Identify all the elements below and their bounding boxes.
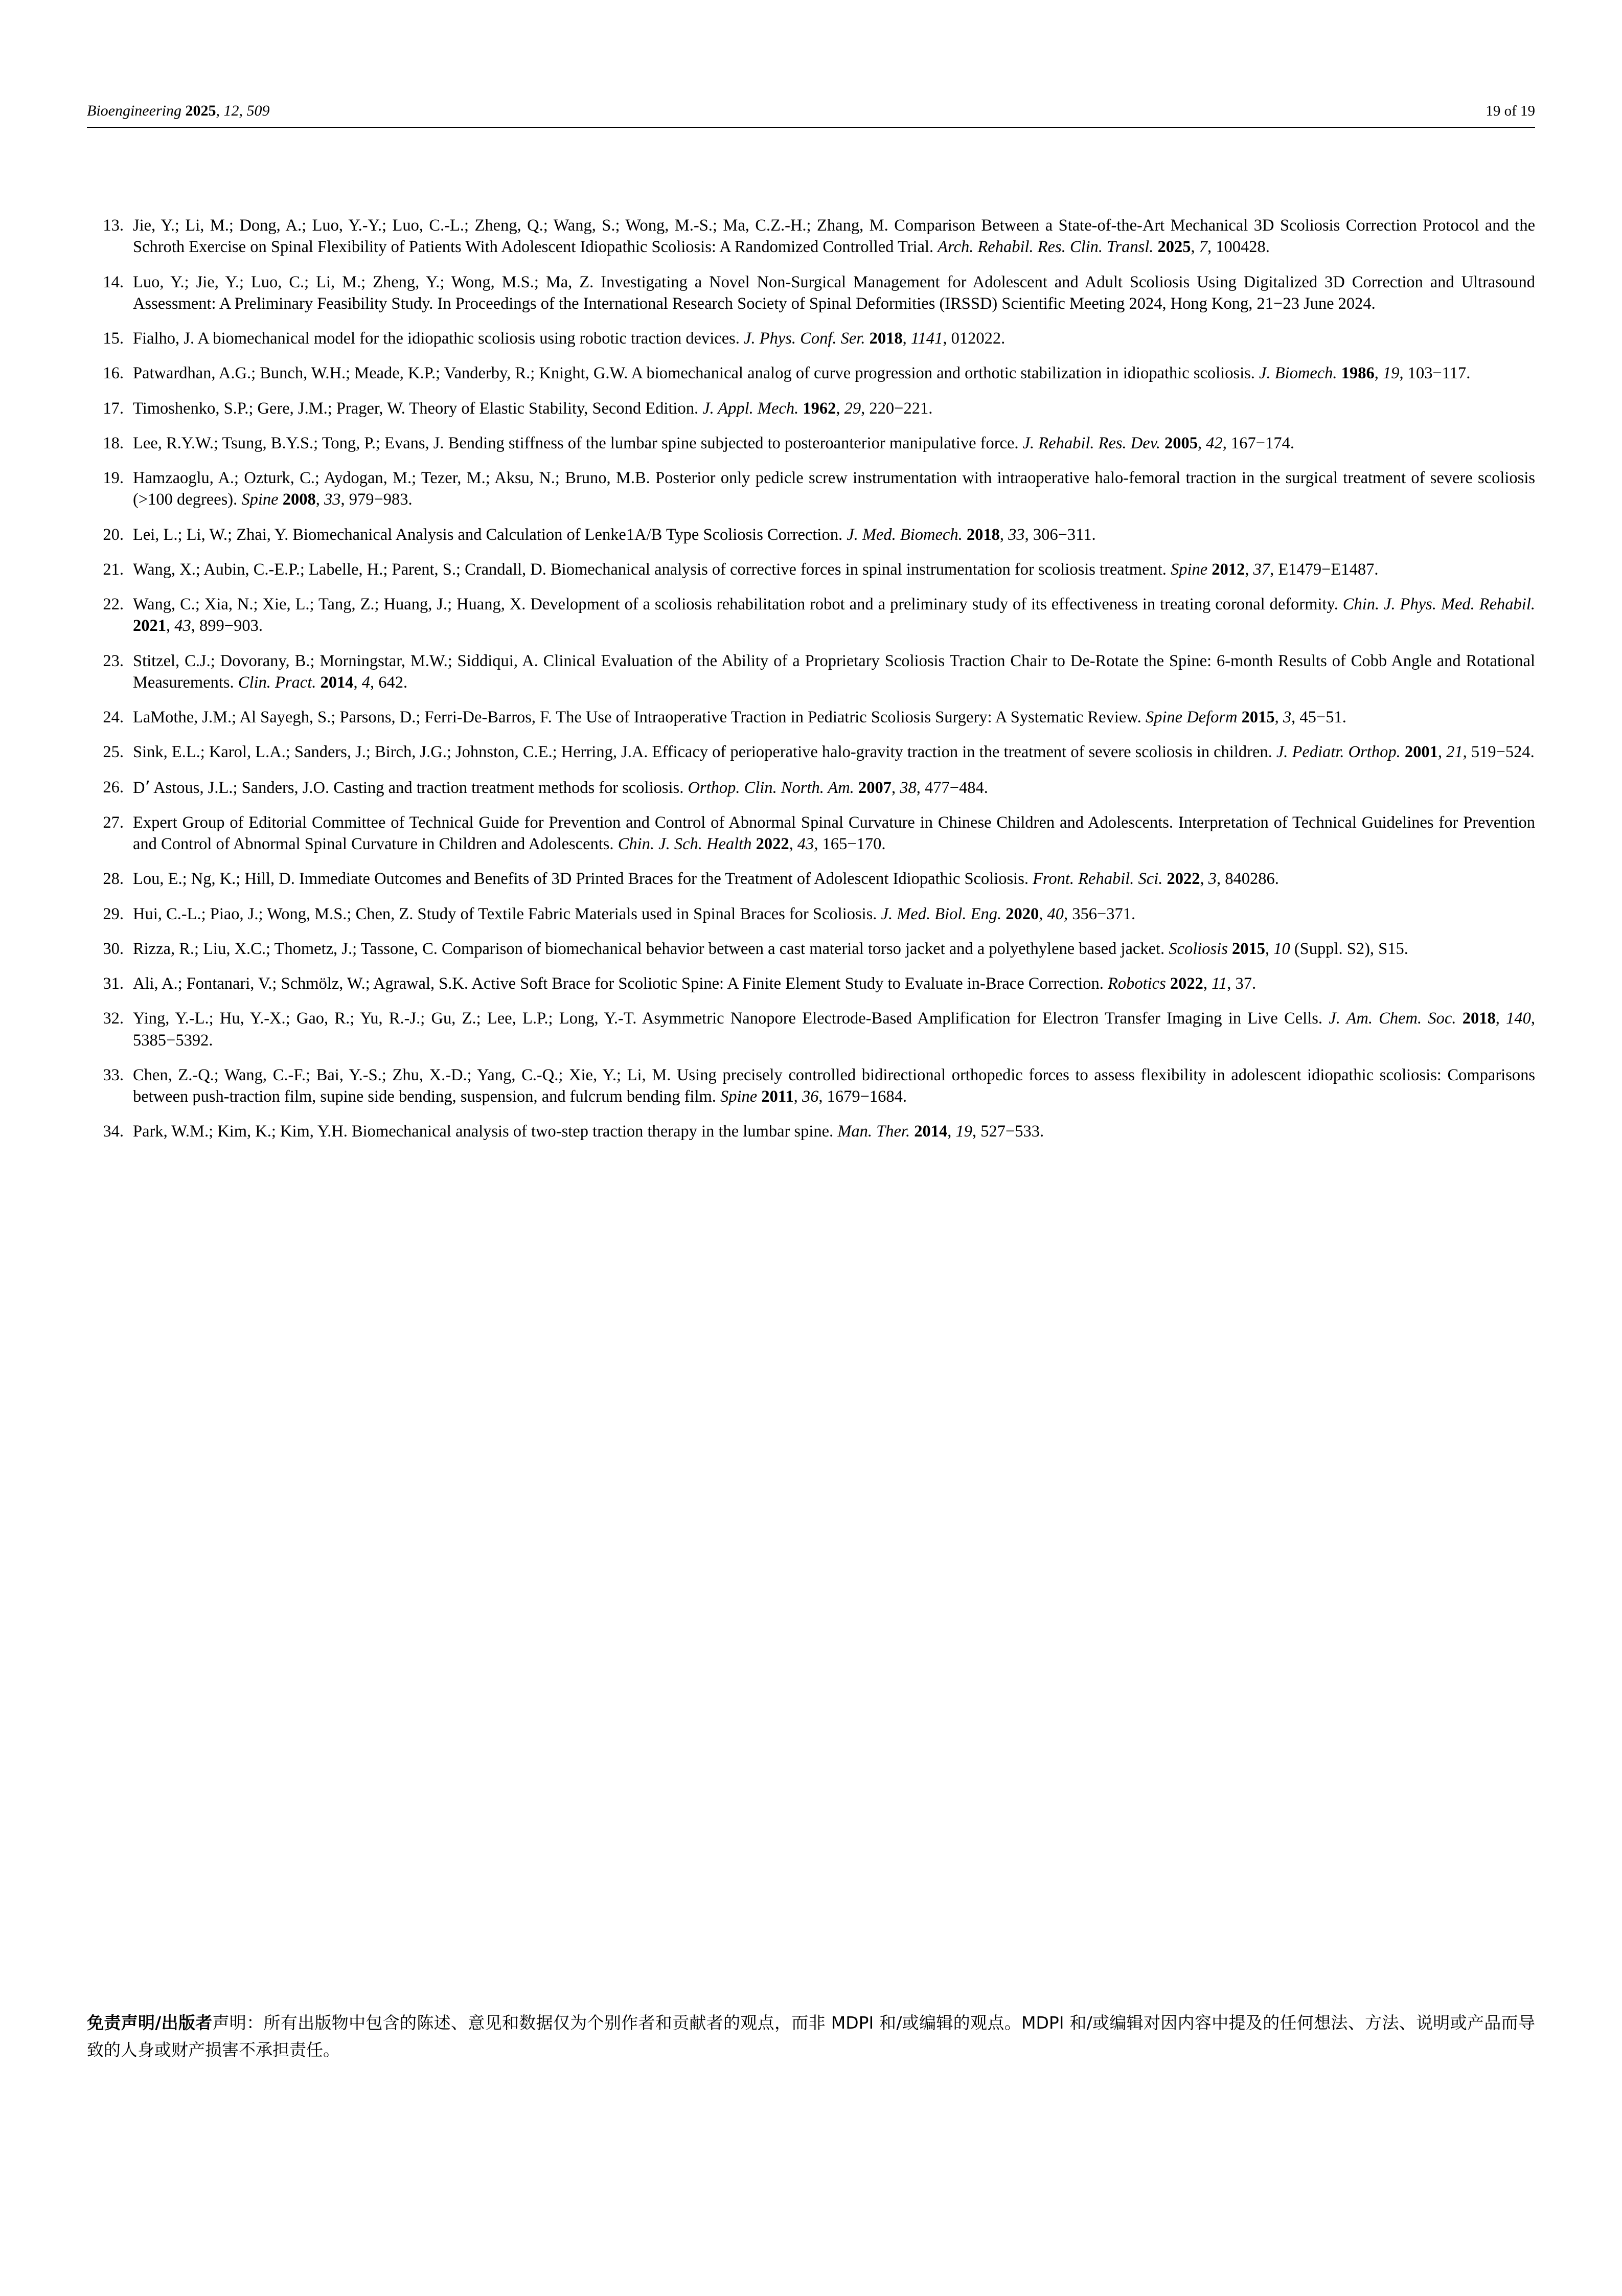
reference-text: Hui, C.-L.; Piao, J.; Wong, M.S.; Chen, Z. Study of Textile Fabric Materials used in Spinal Braces for Scoliosis. J. Med. Biol. Eng. 2020, 40, 356−371. [133, 904, 1136, 923]
reference-text: Jie, Y.; Li, M.; Dong, A.; Luo, Y.-Y.; Luo, C.-L.; Zheng, Q.; Wang, S.; Wong, M.-S.; Ma, C.Z.-H.; Zhang, M. Comparison Between a State-of-the-Art Mechanical 3D Scoliosis Correction Protocol and the Schroth Exercise on Spinal Flexibility of Patients With Adolescent Idiopathic Scoliosis: A Randomized Controlled Trial. Arch. Rehabil. Res. Clin. Transl. 2025, 7, 100428. [133, 216, 1535, 257]
reference-number: 34. [103, 1122, 124, 1141]
reference-item [87, 741, 1535, 763]
publisher-disclaimer [87, 2009, 1535, 2064]
reference-text: Rizza, R.; Liu, X.C.; Thometz, J.; Tassone, C. Comparison of biomechanical behavior between a cast material torso jacket and a polyethylene based jacket. Scoliosis 2015, 10 (Suppl. S2), S15. [133, 939, 1408, 958]
disclaimer-text: 免责声明/出版者声明：所有出版物中包含的陈述、意见和数据仅为个别作者和贡献者的观点，而非 MDPI 和/或编辑的观点。MDPI 和/或编辑对因内容中提及的任何想法、方法、说明或产品而导致的人身或财产损害不承担责任。 [87, 2013, 1535, 2060]
reference-text: Park, W.M.; Kim, K.; Kim, Y.H. Biomechanical analysis of two-step traction therapy in the lumbar spine. Man. Ther. 2014, 19, 527−533. [133, 1122, 1044, 1141]
page-indicator: 19 of 19 [1486, 103, 1535, 119]
reference-number: 24. [103, 708, 124, 726]
reference-text: Ali, A.; Fontanari, V.; Schmölz, W.; Agrawal, S.K. Active Soft Brace for Scoliotic Spine: A Finite Element Study to Evaluate in-Brace Correction. Robotics 2022, 11, 37. [133, 974, 1257, 993]
reference-item [87, 868, 1535, 890]
reference-number: 30. [103, 939, 124, 958]
reference-item [87, 707, 1535, 728]
reference-item [87, 812, 1535, 855]
reference-item [87, 903, 1535, 925]
reference-text: Lou, E.; Ng, K.; Hill, D. Immediate Outcomes and Benefits of 3D Printed Braces for the Treatment of Adolescent Idiopathic Scoliosis. Front. Rehabil. Sci. 2022, 3, 840286. [133, 870, 1279, 889]
reference-number: 32. [103, 1009, 124, 1028]
header-divider [87, 127, 1535, 128]
reference-number: 23. [103, 651, 124, 670]
reference-item [87, 1008, 1535, 1051]
reference-number: 28. [103, 870, 124, 889]
journal-name: Bioengineering [87, 102, 181, 119]
reference-item [87, 973, 1535, 994]
reference-text: Timoshenko, S.P.; Gere, J.M.; Prager, W. Theory of Elastic Stability, Second Edition. J. Appl. Mech. 1962, 29, 220−221. [133, 399, 933, 418]
journal-article-number: 509 [246, 102, 270, 119]
reference-number: 16. [103, 364, 124, 383]
reference-text: Chen, Z.-Q.; Wang, C.-F.; Bai, Y.-S.; Zhu, X.-D.; Yang, C.-Q.; Xie, Y.; Li, M. Using precisely controlled bidirectional orthopedic forces to assess flexibility in adolescent idiopathic scoliosis: Comparisons between push-traction film, supine side bending, suspension, and fulcrum bending film. Spine 2011, 36, 1679−1684. [133, 1065, 1535, 1106]
reference-item [87, 1121, 1535, 1142]
reference-number: 31. [103, 974, 124, 993]
page-header [87, 102, 1535, 120]
reference-text: Lei, L.; Li, W.; Zhai, Y. Biomechanical Analysis and Calculation of Lenke1A/B Type Scoliosis Correction. J. Med. Biomech. 2018, 33, 306−311. [133, 525, 1096, 544]
reference-number: 25. [103, 743, 124, 762]
reference-item [87, 650, 1535, 694]
reference-number: 20. [103, 525, 124, 544]
reference-text: Sink, E.L.; Karol, L.A.; Sanders, J.; Birch, J.G.; Johnston, C.E.; Herring, J.A. Efficacy of perioperative halo-gravity traction in the treatment of severe scoliosis in children. J. Pediatr. Orthop. 2001, 21, 519−524. [133, 743, 1535, 762]
reference-number: 29. [103, 904, 124, 923]
reference-text: Ying, Y.-L.; Hu, Y.-X.; Gao, R.; Yu, R.-J.; Gu, Z.; Lee, L.P.; Long, Y.-T. Asymmetric Nanopore Electrode-Based Amplification for Electron Transfer Imaging in Live Cells. J. Am. Chem. Soc. 2018, 140, 5385−5392. [133, 1009, 1535, 1050]
reference-text: Stitzel, C.J.; Dovorany, B.; Morningstar, M.W.; Siddiqui, A. Clinical Evaluation of the Ability of a Proprietary Scoliosis Traction Chair to De-Rotate the Spine: 6-month Results of Cobb Angle and Rotational Measurements. Clin. Pract. 2014, 4, 642. [133, 651, 1535, 692]
reference-text: Wang, C.; Xia, N.; Xie, L.; Tang, Z.; Huang, J.; Huang, X. Development of a scoliosis rehabilitation robot and a preliminary study of its effectiveness in treating coronal deformity. Chin. J. Phys. Med. Rehabil. 2021, 43, 899−903. [133, 595, 1535, 635]
reference-number: 27. [103, 813, 124, 832]
reference-number: 33. [103, 1065, 124, 1084]
reference-item [87, 215, 1535, 258]
reference-item [87, 938, 1535, 960]
reference-number: 14. [103, 272, 124, 291]
reference-item [87, 1064, 1535, 1108]
reference-number: 18. [103, 434, 124, 452]
reference-list [87, 215, 1535, 1143]
reference-item [87, 594, 1535, 637]
reference-text: Patwardhan, A.G.; Bunch, W.H.; Meade, K.P.; Vanderby, R.; Knight, G.W. A biomechanical analog of curve progression and orthotic stabilization in idiopathic scoliosis. J. Biomech. 1986, 19, 103−117. [133, 364, 1471, 383]
reference-text: Wang, X.; Aubin, C.-E.P.; Labelle, H.; Parent, S.; Crandall, D. Biomechanical analysis of corrective forces in spinal instrumentation for scoliosis treatment. Spine 2012, 37, E1479−E1487. [133, 560, 1379, 579]
reference-number: 22. [103, 595, 124, 613]
journal-citation: Bioengineering 2025, 12, 509 [87, 102, 270, 119]
reference-item [87, 328, 1535, 349]
reference-item [87, 467, 1535, 511]
reference-number: 13. [103, 216, 124, 235]
reference-text: Luo, Y.; Jie, Y.; Luo, C.; Li, M.; Zheng, Y.; Wong, M.S.; Ma, Z. Investigating a Novel Non-Surgical Management for Adolescent and Adult Scoliosis Using Digitalized 3D Correction and Ultrasound Assessment: A Preliminary Feasibility Study. In Proceedings of the International Research Society of Spinal Deformities (IRSSD) Scientific Meeting 2024, Hong Kong, 21−23 June 2024. [133, 272, 1535, 313]
reference-number: 21. [103, 560, 124, 579]
reference-item [87, 433, 1535, 454]
reference-item [87, 559, 1535, 580]
reference-text: LaMothe, J.M.; Al Sayegh, S.; Parsons, D.; Ferri-De-Barros, F. The Use of Intraoperative Traction in Pediatric Scoliosis Surgery: A Systematic Review. Spine Deform 2015, 3, 45−51. [133, 708, 1346, 726]
reference-text: Fialho, J. A biomechanical model for the idiopathic scoliosis using robotic traction devices. J. Phys. Conf. Ser. 2018, 1141, 012022. [133, 329, 1006, 348]
reference-text: D’ Astous, J.L.; Sanders, J.O. Casting and traction treatment methods for scoliosis. Orthop. Clin. North. Am. 2007, 38, 477−484. [133, 777, 988, 797]
reference-number: 26. [103, 778, 124, 797]
reference-item [87, 398, 1535, 419]
reference-number: 15. [103, 329, 124, 348]
reference-text: Lee, R.Y.W.; Tsung, B.Y.S.; Tong, P.; Evans, J. Bending stiffness of the lumbar spine subjected to posteroanterior manipulative force. J. Rehabil. Res. Dev. 2005, 42, 167−174. [133, 434, 1294, 452]
reference-item [87, 524, 1535, 545]
reference-text: Hamzaoglu, A.; Ozturk, C.; Aydogan, M.; Tezer, M.; Aksu, N.; Bruno, M.B. Posterior only pedicle screw instrumentation with intraoperative halo-femoral traction in the surgical treatment of severe scoliosis (>100 degrees). Spine 2008, 33, 979−983. [133, 469, 1535, 509]
reference-number: 19. [103, 469, 124, 487]
journal-volume: 12 [223, 102, 239, 119]
reference-text: Expert Group of Editorial Committee of Technical Guide for Prevention and Control of Abnormal Spinal Curvature in Chinese Children and Adolescents. Interpretation of Technical Guidelines for Prevention and Control of Abnormal Spinal Curvature in Children and Adolescents. Chin. J. Sch. Health 2022, 43, 165−170. [133, 813, 1535, 853]
reference-item [87, 362, 1535, 384]
references-section [87, 215, 1535, 1156]
journal-year: 2025 [185, 102, 216, 119]
reference-item [87, 777, 1535, 799]
reference-number: 17. [103, 399, 124, 418]
reference-item [87, 271, 1535, 315]
